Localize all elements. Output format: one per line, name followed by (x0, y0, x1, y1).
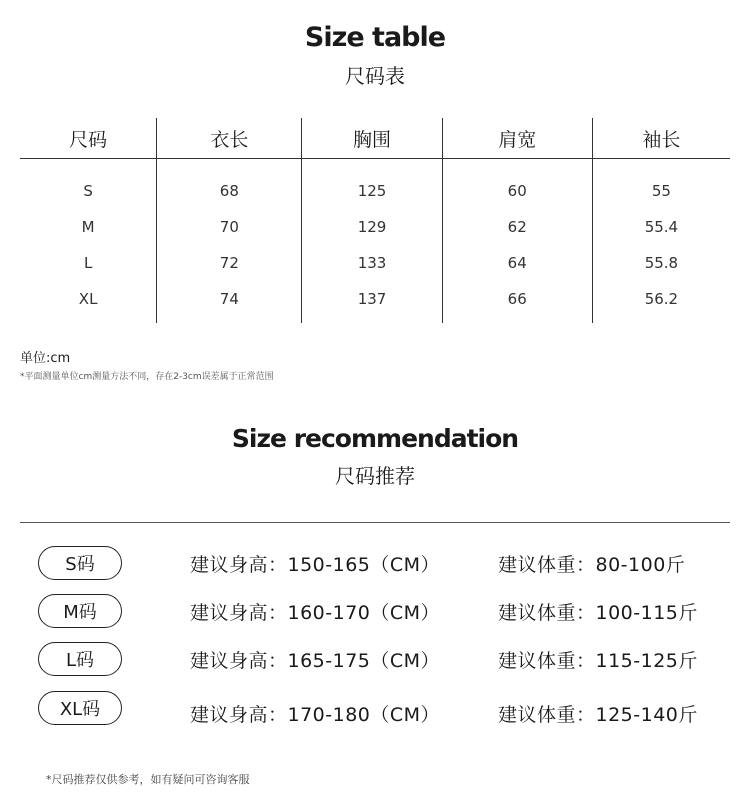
table-cell: 70 (219, 218, 239, 236)
height-recommendation: 建议身高：150-165（CM） (190, 554, 441, 576)
column-shoulder (442, 159, 592, 323)
table-cell: 56.2 (644, 290, 679, 308)
recommendation-row (0, 691, 750, 731)
table-cell: 133 (357, 254, 387, 272)
table-cell: 68 (219, 182, 239, 200)
table-cell: 64 (507, 254, 527, 272)
size-pill: M码 (38, 594, 122, 628)
column-length (156, 159, 301, 323)
header-size: 尺码 (69, 128, 108, 151)
table-cell: 55.4 (644, 218, 679, 236)
table-cell: 129 (357, 218, 387, 236)
size-table-subtitle: 尺码表 (345, 64, 405, 88)
recommendation-subtitle: 尺码推荐 (335, 464, 415, 488)
table-cell: 74 (219, 290, 239, 308)
table-cell: 72 (219, 254, 239, 272)
column-chest (301, 159, 441, 323)
weight-recommendation: 建议体重：100-115斤 (498, 602, 698, 624)
size-table-title: Size table (304, 22, 446, 53)
height-recommendation: 建议身高：165-175（CM） (190, 650, 441, 672)
header-sleeve: 袖长 (592, 118, 730, 158)
height-recommendation: 建议身高：170-180（CM） (190, 704, 441, 726)
size-table-header (20, 118, 730, 159)
table-cell: M (81, 218, 95, 236)
weight-recommendation: 建议体重：80-100斤 (498, 554, 686, 576)
size-pill: S码 (38, 546, 122, 580)
recommendation-row (0, 594, 750, 634)
table-cell: 62 (507, 218, 527, 236)
table-cell: XL (78, 290, 98, 308)
size-pill: XL码 (38, 691, 122, 725)
table-cell: 55 (651, 182, 671, 200)
measurement-note: *平面测量单位cm测量方法不同，存在2-3cm误差属于正常范围 (20, 372, 274, 382)
recommendation-footnote: *尺码推荐仅供参考，如有疑问可咨询客服 (46, 773, 250, 786)
size-table-body (20, 159, 730, 323)
table-cell: 125 (357, 182, 387, 200)
table-cell: S (83, 182, 93, 200)
divider (20, 522, 730, 523)
weight-recommendation: 建议体重：115-125斤 (498, 650, 698, 672)
table-cell: 137 (357, 290, 387, 308)
column-sleeve (592, 159, 730, 323)
header-shoulder: 肩宽 (442, 118, 592, 158)
table-cell: 60 (507, 182, 527, 200)
unit-label: 单位:cm (20, 351, 71, 366)
size-pill: L码 (38, 642, 122, 676)
height-recommendation: 建议身高：160-170（CM） (190, 602, 441, 624)
table-cell: 66 (507, 290, 527, 308)
header-chest: 胸围 (301, 118, 441, 158)
table-cell: 55.8 (644, 254, 679, 272)
header-length: 衣长 (156, 118, 301, 158)
weight-recommendation: 建议体重：125-140斤 (498, 704, 698, 726)
recommendation-row (0, 546, 750, 586)
column-size (20, 159, 156, 323)
table-cell: L (83, 254, 93, 272)
recommendation-row (0, 642, 750, 682)
recommendation-title: Size recommendation (231, 424, 519, 453)
size-table (20, 118, 730, 323)
